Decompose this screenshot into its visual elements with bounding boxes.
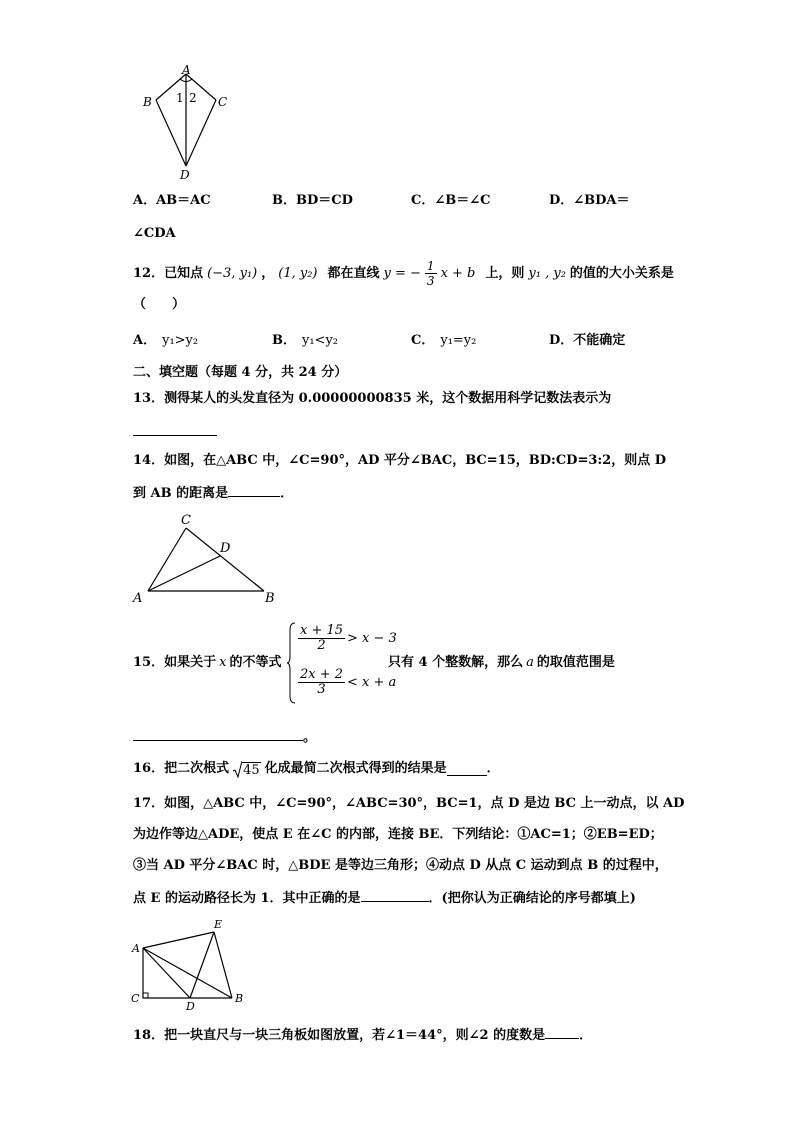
q17-label-e: E <box>214 918 223 931</box>
q12-suffix: 上，则 <box>485 265 525 281</box>
q18-end: ． <box>579 1028 593 1043</box>
q13-answer-blank[interactable] <box>133 435 217 436</box>
q16-stem <box>133 760 500 778</box>
q15-answer-blank[interactable] <box>133 728 303 741</box>
q12-point1: (−3, y₁) <box>207 265 258 281</box>
q11-label-c: C <box>218 95 228 109</box>
q12-line-lhs: y = − <box>383 265 421 281</box>
q11-label-2: 2 <box>189 91 197 105</box>
q15-ineq1 <box>298 624 397 653</box>
q11-option-b-letter: B． <box>272 193 296 208</box>
q15-ineq1-num: x + 15 <box>300 623 344 638</box>
q12-option-d-letter: D． <box>549 333 574 348</box>
q14-label-c: C <box>181 513 191 528</box>
q14-label-d: D <box>220 541 231 556</box>
q17-label-c: C <box>131 992 140 1005</box>
q11-option-b-text: BD＝CD <box>296 193 353 208</box>
q11-option-a-text: AB＝AC <box>156 193 211 208</box>
q12-option-a-letter: A． <box>133 333 157 348</box>
q16-radicand: 45 <box>243 763 260 778</box>
q11-option-d-continued: ∠CDA <box>133 226 176 241</box>
q11-label-1: 1 <box>176 91 184 105</box>
q15-suffix: 只有 4 个整数解，那么 <box>388 655 524 670</box>
q16-prefix: 16．把二次根式 <box>133 761 230 776</box>
q16-answer-blank[interactable] <box>447 763 487 776</box>
q12-option-a-text: y₁>y₂ <box>162 333 199 348</box>
q15-ineq1-rhs: > x − 3 <box>347 631 397 646</box>
q12-option-c-letter: C． <box>411 333 435 348</box>
q17-figure <box>128 916 258 1012</box>
q15-ineq2-frac <box>298 668 345 697</box>
q14-line2 <box>133 484 293 503</box>
q12-point2: (1, y₂) <box>278 265 318 281</box>
q15-suffix-line <box>388 654 615 672</box>
q12-option-a <box>133 332 198 350</box>
q12-option-b <box>272 332 338 350</box>
q12-option-c <box>411 332 476 350</box>
q15-prefix: 15．如果关于 <box>133 655 217 670</box>
q11-label-a: A <box>182 63 191 77</box>
q15-ineq1-den: 2 <box>317 638 326 653</box>
q17-line1: 17．如图，△ABC 中，∠C=90°，∠ABC=30°，BC=1，点 D 是边 BC 上一动点，以 AD <box>133 796 685 811</box>
q18-stem <box>133 1026 592 1045</box>
q15-ineq2-num: 2x + 2 <box>300 667 344 682</box>
q12-paren: （ ） <box>133 297 186 312</box>
q15-mid: 的不等式 <box>229 655 282 670</box>
q15-avar: a <box>526 655 534 670</box>
q15-ineq2 <box>298 668 396 697</box>
q15-ineq2-rhs: < x + a <box>347 675 397 690</box>
q14-line1: 14．如图，在△ABC 中，∠C=90°，AD 平分∠BAC，BC=15，BD:CD=3:2，则点 D <box>133 453 667 468</box>
q17-label-b: B <box>235 992 244 1005</box>
q14-end: ． <box>280 486 294 501</box>
q14-label-a: A <box>133 591 143 606</box>
q12-option-b-text: y₁<y₂ <box>302 333 339 348</box>
q11-option-a <box>133 192 211 210</box>
q11-option-d-letter: D． <box>549 193 574 208</box>
q16-sqrt <box>233 760 261 778</box>
q12-option-d <box>549 332 625 350</box>
q13-stem: 13．测得某人的头发直径为 0.00000000835 米，这个数据用科学记数法表示为 <box>133 391 612 406</box>
q12-option-c-text: y₁=y₂ <box>440 333 477 348</box>
q11-option-c <box>411 192 490 210</box>
q11-option-a-letter: A． <box>133 193 157 208</box>
q11-option-d-text: ∠BDA＝ <box>573 193 630 208</box>
q16-radical-sign <box>233 760 242 778</box>
q17-line2: 为边作等边△ADE，使点 E 在∠C 的内部，连接 BE．下列结论：①AC=1；②EB=ED； <box>133 827 663 842</box>
q11-option-c-text: ∠B＝∠C <box>434 193 491 208</box>
q15-brace <box>287 622 297 704</box>
q12-sep: ， <box>261 265 275 281</box>
q14-answer-blank[interactable] <box>228 484 280 497</box>
q17-line4-text: 点 E 的运动路径长为 1．其中正确的是 <box>133 891 361 906</box>
q12-stem <box>133 259 674 288</box>
q11-label-b: B <box>143 95 152 109</box>
q15-stem <box>133 654 281 672</box>
q18-answer-blank[interactable] <box>545 1026 579 1039</box>
q15-ineq2-den: 3 <box>317 682 326 697</box>
q16-end: ． <box>486 761 500 776</box>
q12-end: 的值的大小关系是 <box>569 265 674 281</box>
q12-option-d-text: 不能确定 <box>573 333 626 348</box>
q15-answer-line <box>133 728 316 747</box>
q11-option-b <box>272 192 353 210</box>
q17-line4 <box>133 889 636 908</box>
q12-frac-den: 3 <box>426 274 435 288</box>
q17-line3: ③当 AD 平分∠BAC 时，△BDE 是等边三角形；④动点 D 从点 C 运动到点 B 的过程中， <box>133 858 668 873</box>
q17-answer-blank[interactable] <box>361 889 429 902</box>
q12-frac-num: 1 <box>426 259 435 273</box>
q11-label-d: D <box>180 168 190 182</box>
q17-line4-end: ．(把你认为正确结论的序号都填上) <box>428 891 636 906</box>
q12-prefix: 12．已知点 <box>133 265 204 281</box>
q12-fraction <box>425 259 437 288</box>
q18-prefix: 18．把一块直尺与一块三角板如图放置，若∠1＝44°，则∠2 的度数是 <box>133 1028 546 1043</box>
q15-end: 的取值范围是 <box>536 655 615 670</box>
q15-tail: 。 <box>303 730 317 745</box>
q17-label-d: D <box>186 1000 195 1012</box>
q11-option-c-letter: C． <box>411 193 435 208</box>
q12-line-rhs: x + b <box>440 265 476 281</box>
q15-var: x <box>219 655 227 670</box>
q12-option-b-letter: B． <box>272 333 296 348</box>
section-2-title: 二、填空题（每题 4 分，共 24 分） <box>133 365 348 380</box>
q14-line2-text: 到 AB 的距离是 <box>133 486 229 501</box>
q11-option-d <box>549 192 630 210</box>
q11-figure <box>138 62 238 182</box>
q17-label-a: A <box>132 942 140 955</box>
q15-ineq1-frac <box>298 624 345 653</box>
q14-label-b: B <box>265 591 275 606</box>
q12-mid: 都在直线 <box>327 265 380 281</box>
q16-suffix: 化成最简二次根式得到的结果是 <box>264 761 447 776</box>
q12-vars: y₁ , y₂ <box>528 265 566 281</box>
q14-figure <box>128 510 288 606</box>
